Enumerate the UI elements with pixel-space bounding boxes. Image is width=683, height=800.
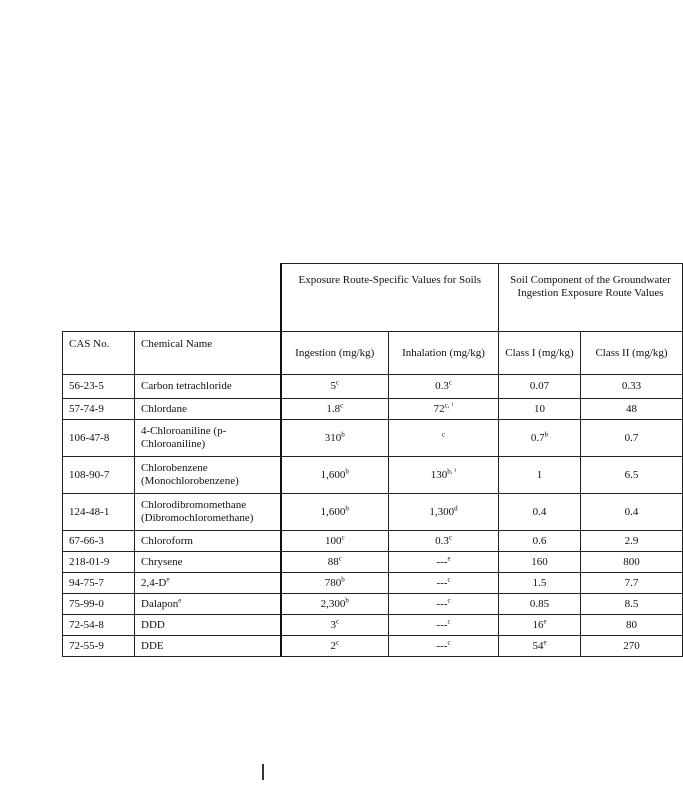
class2-value	[581, 399, 683, 420]
cas-number	[63, 594, 135, 615]
chemical-name	[135, 375, 281, 399]
cas-number-value: 72-54-8	[69, 618, 104, 631]
chemical-name	[135, 636, 281, 657]
class2-value	[581, 615, 683, 636]
chemical-name-value: Chrysene	[141, 555, 183, 568]
ingestion-value-value: 2,300	[320, 597, 346, 610]
soil-remediation-table	[62, 263, 683, 657]
ingestion-value	[281, 594, 389, 615]
chemical-name-value: Chlorobenzene (Monochlorobenzene)	[141, 462, 239, 487]
class1-value-value: 160	[531, 555, 548, 568]
chemical-name-value: Dalapon	[141, 597, 179, 610]
cas-number-value: 72-55-9	[69, 639, 104, 652]
cas-number	[63, 399, 135, 420]
column-header-name: Chemical Name	[135, 332, 281, 375]
chemical-name	[135, 573, 281, 594]
cas-number-value: 108-90-7	[69, 468, 110, 481]
inhalation-value-value: 0.3	[435, 380, 449, 392]
inhalation-value-value: ---	[436, 618, 448, 631]
class2-value	[581, 594, 683, 615]
column-header-inhalation: Inhalation (mg/kg)	[389, 332, 499, 375]
inhalation-value	[389, 594, 499, 615]
class1-value-value: 0.6	[532, 534, 547, 547]
cas-number	[63, 457, 135, 494]
cas-number-value: 67-66-3	[69, 534, 104, 547]
table-row	[63, 615, 683, 636]
inhalation-value	[389, 375, 499, 399]
ingestion-value-value: 310	[324, 431, 342, 444]
cas-number	[63, 420, 135, 457]
inhalation-value-value: 1,300	[429, 505, 455, 518]
ingestion-value	[281, 531, 389, 552]
class1-value-footnote: e	[543, 637, 547, 646]
ingestion-value-footnote: c	[335, 616, 340, 625]
ingestion-value-footnote: b	[341, 429, 345, 438]
group-header-soils: Exposure Route-Specific Values for Soils	[281, 264, 499, 332]
chemical-name-footnote: e	[178, 595, 182, 604]
table-row	[63, 375, 683, 399]
table-row	[63, 531, 683, 552]
ingestion-value-footnote: b	[345, 503, 349, 512]
ingestion-value	[281, 420, 389, 457]
inhalation-value-value: ---	[436, 555, 448, 568]
class1-value-value: 1.5	[532, 576, 547, 589]
inhalation-value	[389, 531, 499, 552]
table-row	[63, 494, 683, 531]
class1-value	[499, 594, 581, 615]
table-row	[63, 552, 683, 573]
column-header-ingestion: Ingestion (mg/kg)	[281, 332, 389, 375]
chemical-name-value: Chlordane	[141, 402, 187, 415]
cas-number-value: 106-47-8	[69, 431, 110, 444]
table-row	[63, 594, 683, 615]
class1-value	[499, 573, 581, 594]
chemical-name-value: Chloroform	[141, 534, 193, 547]
cas-number	[63, 552, 135, 573]
ingestion-value-value: 3	[330, 618, 336, 631]
class2-value-value: 0.4	[624, 505, 639, 518]
class1-value-value: 16	[532, 618, 544, 631]
ingestion-value	[281, 457, 389, 494]
class2-value	[581, 636, 683, 657]
inhalation-value-value: 130	[430, 468, 448, 481]
cas-number-value: 56-23-5	[69, 380, 104, 392]
ingestion-value-footnote: c	[338, 553, 342, 562]
class1-value	[499, 636, 581, 657]
chemical-name-value: 4-Chloroaniline (p-Chloroaniline)	[141, 425, 227, 450]
class1-value-value: 10	[534, 402, 545, 415]
blank-corner	[63, 264, 281, 332]
ingestion-value-value: 2	[330, 639, 336, 652]
ingestion-value-value: 100	[324, 534, 342, 547]
inhalation-value-footnote: c	[448, 532, 452, 541]
class1-value-value: 54	[532, 639, 544, 652]
class1-value	[499, 494, 581, 531]
ingestion-value-value: 5	[330, 380, 336, 392]
page-footer-mark	[262, 764, 264, 780]
class2-value	[581, 420, 683, 457]
chemical-name-value: DDE	[141, 639, 164, 652]
class1-value-value: 0.07	[529, 380, 550, 392]
cas-number	[63, 615, 135, 636]
class2-value	[581, 573, 683, 594]
table-row	[63, 636, 683, 657]
chemical-name	[135, 399, 281, 420]
class1-value	[499, 531, 581, 552]
group-header-groundwater: Soil Component of the Groundwater Ingestion Exposure Route Values	[499, 264, 683, 332]
inhalation-value	[389, 420, 499, 457]
table-row	[63, 399, 683, 420]
ingestion-value-footnote: b	[341, 574, 345, 583]
class2-value-value: 0.7	[624, 431, 639, 444]
inhalation-value-footnote: c, ¹	[444, 400, 454, 409]
ingestion-value	[281, 375, 389, 399]
cas-number	[63, 375, 135, 399]
inhalation-value-value: ---	[436, 597, 448, 610]
inhalation-value-footnote: d	[454, 503, 458, 512]
inhalation-value-footnote: b, ¹	[447, 466, 457, 475]
ingestion-value-footnote: c	[335, 378, 340, 387]
inhalation-value-value: 72	[433, 402, 445, 415]
ingestion-value-footnote: c	[335, 637, 340, 646]
ingestion-value-value: 1,600	[320, 468, 346, 481]
cas-number-value: 75-99-0	[69, 597, 104, 610]
class2-value-value: 800	[623, 555, 640, 568]
chemical-name	[135, 594, 281, 615]
chemical-name-value: Carbon tetrachloride	[141, 380, 232, 392]
class2-value	[581, 457, 683, 494]
ingestion-value-value: 1,600	[320, 505, 346, 518]
ingestion-value-value: 88	[327, 555, 339, 568]
ingestion-value-value: 780	[324, 576, 342, 589]
class1-value-footnote: b	[544, 429, 549, 438]
class1-value-value: 0.4	[532, 505, 547, 518]
class2-value-value: 80	[626, 618, 637, 631]
cas-number	[63, 494, 135, 531]
ingestion-value	[281, 573, 389, 594]
cas-number-value: 218-01-9	[69, 555, 110, 568]
class1-value-value: 1	[536, 468, 543, 481]
inhalation-value-footnote: c	[441, 429, 446, 438]
inhalation-value-value: ---	[436, 576, 448, 589]
class2-value	[581, 494, 683, 531]
class1-value	[499, 615, 581, 636]
class2-value-value: 48	[626, 402, 637, 415]
class1-value-footnote: e	[543, 616, 547, 625]
inhalation-value	[389, 494, 499, 531]
inhalation-value	[389, 615, 499, 636]
chemical-name	[135, 420, 281, 457]
ingestion-value-value: 1.8	[326, 402, 341, 415]
column-header-cas: CAS No.	[63, 332, 135, 375]
chemical-name-value: 2,4-D	[141, 576, 167, 589]
chemical-name	[135, 494, 281, 531]
ingestion-value-footnote: b	[345, 595, 349, 604]
inhalation-value-footnote: c	[448, 378, 452, 387]
inhalation-value-footnote: c	[447, 574, 451, 583]
class1-value	[499, 457, 581, 494]
ingestion-value	[281, 615, 389, 636]
ingestion-value	[281, 399, 389, 420]
inhalation-value-value: 0.3	[435, 534, 449, 547]
cas-number	[63, 573, 135, 594]
inhalation-value	[389, 636, 499, 657]
inhalation-value-value: ---	[436, 639, 448, 652]
chemical-name	[135, 457, 281, 494]
class1-value-value: 0.85	[529, 597, 550, 610]
chemical-name	[135, 615, 281, 636]
class2-value-value: 6.5	[624, 468, 639, 481]
cas-number	[63, 636, 135, 657]
inhalation-value	[389, 552, 499, 573]
inhalation-value	[389, 457, 499, 494]
class1-value	[499, 375, 581, 399]
cas-number-value: 57-74-9	[69, 402, 104, 415]
chemical-name	[135, 531, 281, 552]
class1-value	[499, 420, 581, 457]
ingestion-value	[281, 552, 389, 573]
ingestion-value-footnote: c	[340, 400, 344, 409]
chemical-name-value: DDD	[141, 618, 165, 631]
inhalation-value-footnote: c	[447, 637, 451, 646]
inhalation-value	[389, 399, 499, 420]
class2-value-value: 7.7	[624, 576, 639, 589]
class2-value-value: 0.33	[621, 380, 642, 392]
cas-number	[63, 531, 135, 552]
class1-value	[499, 399, 581, 420]
ingestion-value-footnote: c	[341, 532, 345, 541]
table-row	[63, 457, 683, 494]
inhalation-value	[389, 573, 499, 594]
class2-value	[581, 531, 683, 552]
cas-number-value: 124-48-1	[69, 505, 110, 518]
cas-number-value: 94-75-7	[69, 576, 104, 589]
class1-value-value: 0.7	[530, 431, 545, 444]
class2-value-value: 270	[623, 639, 640, 652]
table-row	[63, 420, 683, 457]
class2-value-value: 8.5	[624, 597, 639, 610]
ingestion-value-footnote: b	[345, 466, 349, 475]
class1-value	[499, 552, 581, 573]
chemical-name-footnote: e	[166, 574, 170, 583]
chemical-name	[135, 552, 281, 573]
class2-value-value: 2.9	[624, 534, 639, 547]
inhalation-value-footnote: c	[447, 616, 451, 625]
inhalation-value-footnote: e	[447, 553, 451, 562]
column-header-class2: Class II (mg/kg)	[581, 332, 683, 375]
column-header-class1: Class I (mg/kg)	[499, 332, 581, 375]
class2-value	[581, 375, 683, 399]
ingestion-value	[281, 494, 389, 531]
ingestion-value	[281, 636, 389, 657]
inhalation-value-footnote: c	[447, 595, 451, 604]
chemical-name-value: Chlorodibromomethane (Dibromochloromethane)	[141, 499, 254, 524]
table-row	[63, 573, 683, 594]
class2-value	[581, 552, 683, 573]
